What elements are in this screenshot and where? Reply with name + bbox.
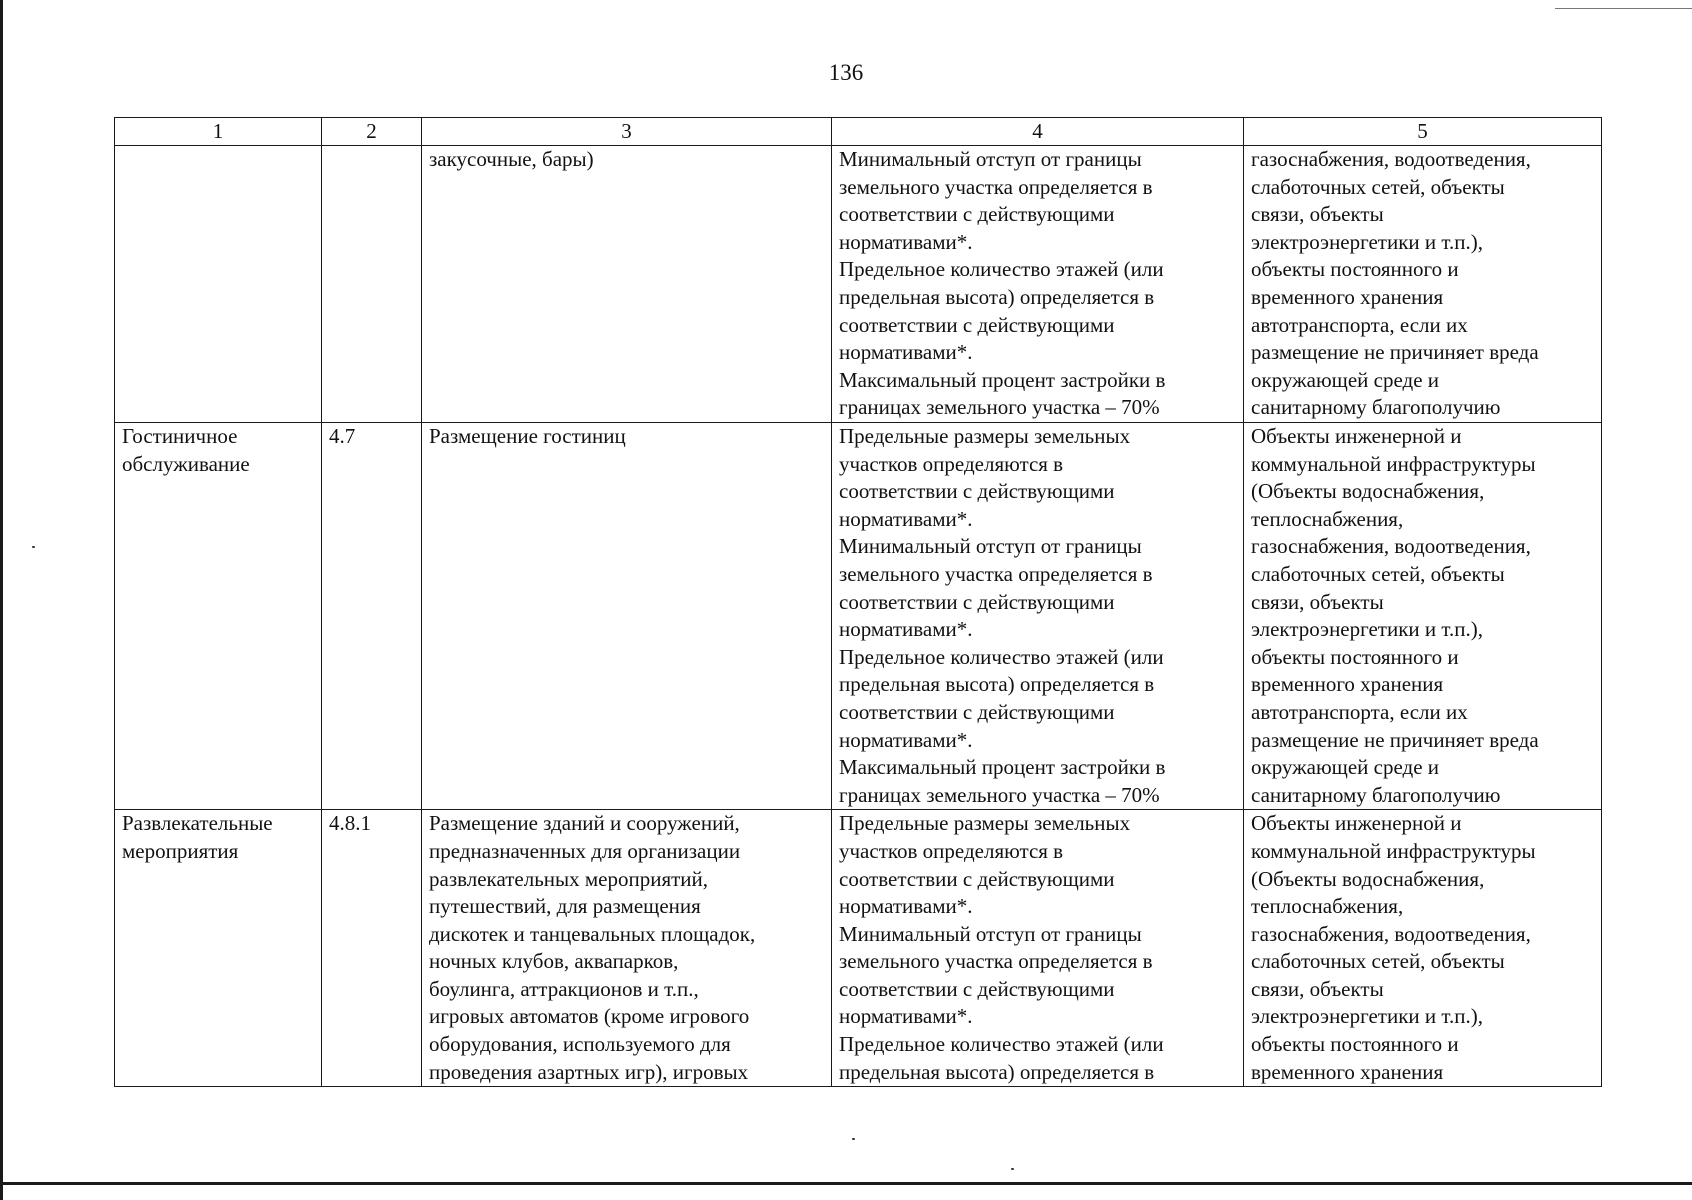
use-name-cell: Гостиничное обслуживание bbox=[115, 423, 322, 810]
header-cell-5: 5 bbox=[1244, 118, 1602, 146]
use-description-cell: Размещение гостиниц bbox=[422, 423, 832, 810]
auxiliary-uses-cell: газоснабжения, водоотведения, слаботочных сетей, объекты связи, объекты электроэнергетики и т.п.), объекты постоянного и временного хранения автотранспорта, если их размещение не причиняет вреда окружающей среде и санитарному благополучию bbox=[1244, 146, 1602, 423]
table-row bbox=[115, 146, 1602, 423]
use-code-cell: 4.8.1 bbox=[322, 810, 422, 1087]
table-row bbox=[115, 810, 1602, 1087]
scan-speck bbox=[32, 546, 35, 548]
regulation-table bbox=[114, 117, 1602, 1087]
parameters-cell: Предельные размеры земельных участков определяются в соответствии с действующими нормативами*. Минимальный отступ от границы земельного участка определяется в соответствии с действующими нормативами*. Предельное количество этажей (или предельная высота) определяется в соответствии с действующими нормативами*. Максимальный процент застройки в границах земельного участка – 70% bbox=[832, 423, 1244, 810]
scan-border-top-right bbox=[1555, 8, 1692, 9]
scan-speck bbox=[1011, 1168, 1014, 1170]
use-code-cell bbox=[322, 146, 422, 423]
header-cell-1: 1 bbox=[115, 118, 322, 146]
use-name-cell bbox=[115, 146, 322, 423]
scan-border-bottom bbox=[0, 1182, 1692, 1185]
scan-border-left bbox=[0, 0, 3, 1200]
parameters-cell: Минимальный отступ от границы земельного участка определяется в соответствии с действующими нормативами*. Предельное количество этажей (или предельная высота) определяется в соответствии с действующими нормативами*. Максимальный процент застройки в границах земельного участка – 70% bbox=[832, 146, 1244, 423]
table-row bbox=[115, 423, 1602, 810]
use-description-cell: Размещение зданий и сооружений, предназначенных для организации развлекательных мероприятий, путешествий, для размещения дискотек и танцевальных площадок, ночных клубов, аквапарков, боулинга, аттракционов и т.п., игровых автоматов (кроме игрового оборудования, используемого для проведения азартных игр), игровых bbox=[422, 810, 832, 1087]
parameters-cell: Предельные размеры земельных участков определяются в соответствии с действующими нормативами*. Минимальный отступ от границы земельного участка определяется в соответствии с действующими нормативами*. Предельное количество этажей (или предельная высота) определяется в bbox=[832, 810, 1244, 1087]
use-name-cell: Развлекательные мероприятия bbox=[115, 810, 322, 1087]
page-number: 136 bbox=[828, 60, 864, 85]
auxiliary-uses-cell: Объекты инженерной и коммунальной инфраструктуры (Объекты водоснабжения, теплоснабжения, газоснабжения, водоотведения, слаботочных сетей, объекты связи, объекты электроэнергетики и т.п.), объекты постоянного и временного хранения bbox=[1244, 810, 1602, 1087]
header-cell-4: 4 bbox=[832, 118, 1244, 146]
scan-speck bbox=[852, 1138, 855, 1140]
use-code-cell: 4.7 bbox=[322, 423, 422, 810]
auxiliary-uses-cell: Объекты инженерной и коммунальной инфраструктуры (Объекты водоснабжения, теплоснабжения, газоснабжения, водоотведения, слаботочных сетей, объекты связи, объекты электроэнергетики и т.п.), объекты постоянного и временного хранения автотранспорта, если их размещение не причиняет вреда окружающей среде и санитарному благополучию bbox=[1244, 423, 1602, 810]
use-description-cell: закусочные, бары) bbox=[422, 146, 832, 423]
header-cell-2: 2 bbox=[322, 118, 422, 146]
header-cell-3: 3 bbox=[422, 118, 832, 146]
table-header-row bbox=[115, 118, 1602, 146]
